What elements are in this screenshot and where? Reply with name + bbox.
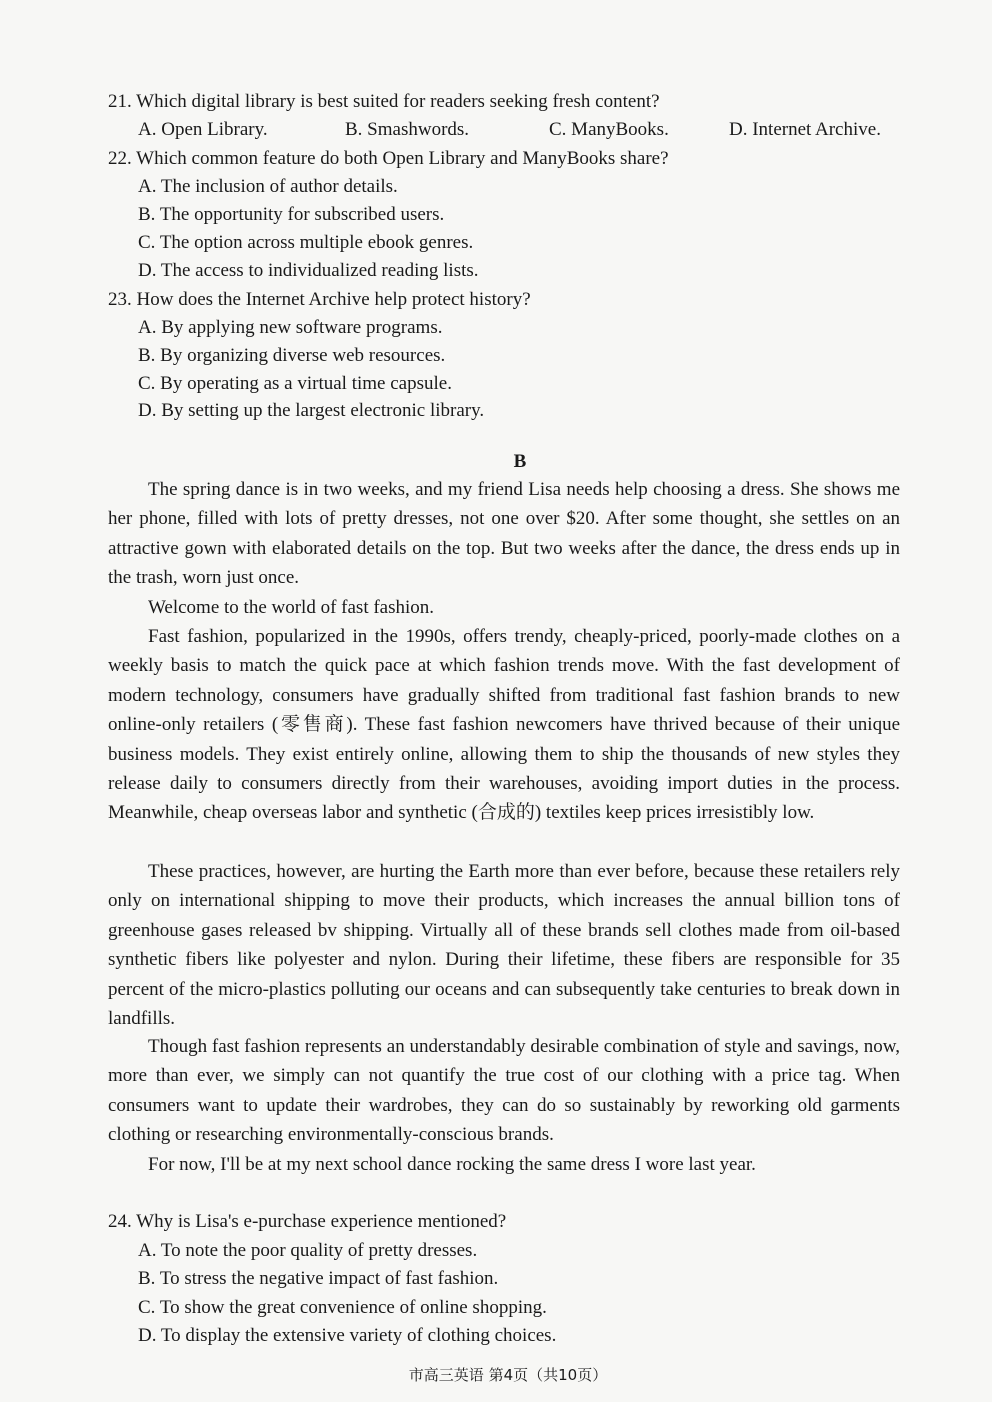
passage-paragraph-1: The spring dance is in two weeks, and my friend Lisa needs help choosing a dress. She shows me her phone, filled with lots of pretty dresses, not one over $20. After some thought, she settles on an attractive gown with elaborated details on the top. But two weeks after the dance, the dress ends up in the trash, worn just once.	[108, 479, 900, 589]
option-24-c: C. To show the great convenience of online shopping.	[138, 1297, 547, 1318]
option-24-b: B. To stress the negative impact of fast fashion.	[138, 1268, 499, 1289]
option-23-b: B. By organizing diverse web resources.	[138, 345, 446, 366]
question-22: 22. Which common feature do both Open Library and ManyBooks share?	[108, 148, 669, 169]
passage-paragraph-4: These practices, however, are hurting the Earth more than ever before, because these retailers rely only on international shipping to move their products, which increases the annual billion tons of greenhouse gases released bv shipping. Virtually all of these brands sell clothes made from oil-based synthetic fibers like polyester and nylon. During their lifetime, these fibers are responsible for 35 percent of the micro-plastics polluting our oceans and can subsequently take centuries to break down in landfills.	[108, 861, 900, 1030]
question-23: 23. How does the Internet Archive help protect history?	[108, 289, 531, 310]
option-21-c: C. ManyBooks.	[549, 119, 669, 140]
option-21-b: B. Smashwords.	[345, 119, 470, 140]
option-23-c: C. By operating as a virtual time capsule.	[138, 373, 452, 394]
page-footer: 市高三英语 第4页（共10页）	[408, 1366, 608, 1384]
option-23-a: A. By applying new software programs.	[138, 317, 443, 338]
option-23-d: D. By setting up the largest electronic library.	[138, 400, 485, 421]
passage-paragraph-5: Though fast fashion represents an understandably desirable combination of style and savings, now, more than ever, we simply can not quantify the true cost of our clothing with a price tag. When consumers want to update their wardrobes, they can do so sustainably by reworking old garments clothing or researching environmentally-conscious brands.	[108, 1036, 900, 1146]
section-heading-b: B	[513, 451, 527, 472]
option-24-d: D. To display the extensive variety of clothing choices.	[138, 1325, 557, 1346]
passage-paragraph-6: For now, I'll be at my next school dance rocking the same dress I wore last year.	[148, 1154, 756, 1175]
option-22-b: B. The opportunity for subscribed users.	[138, 204, 445, 225]
option-21-d: D. Internet Archive.	[729, 119, 881, 140]
option-22-d: D. The access to individualized reading lists.	[138, 260, 479, 281]
option-22-a: A. The inclusion of author details.	[138, 176, 398, 197]
option-22-c: C. The option across multiple ebook genres.	[138, 232, 474, 253]
question-21: 21. Which digital library is best suited for readers seeking fresh content?	[108, 91, 660, 112]
passage-paragraph-3: Fast fashion, popularized in the 1990s, offers trendy, cheaply-priced, poorly-made clothes on a weekly basis to match the quick pace at which fashion trends move. With the fast development of modern technology, consumers have gradually shifted from traditional fast fashion brands to new online-only retailers (零售商). These fast fashion newcomers have thrived because of their unique business models. They exist entirely online, allowing them to ship the thousands of new styles they release daily to consumers directly from their warehouses, avoiding import duties in the process. Meanwhile, cheap overseas labor and synthetic (合成的) textiles keep prices irresistibly low.	[108, 626, 900, 824]
option-24-a: A. To note the poor quality of pretty dresses.	[138, 1240, 478, 1261]
question-24: 24. Why is Lisa's e-purchase experience mentioned?	[108, 1211, 507, 1232]
passage-paragraph-2: Welcome to the world of fast fashion.	[148, 597, 435, 618]
option-21-a: A. Open Library.	[138, 119, 268, 140]
